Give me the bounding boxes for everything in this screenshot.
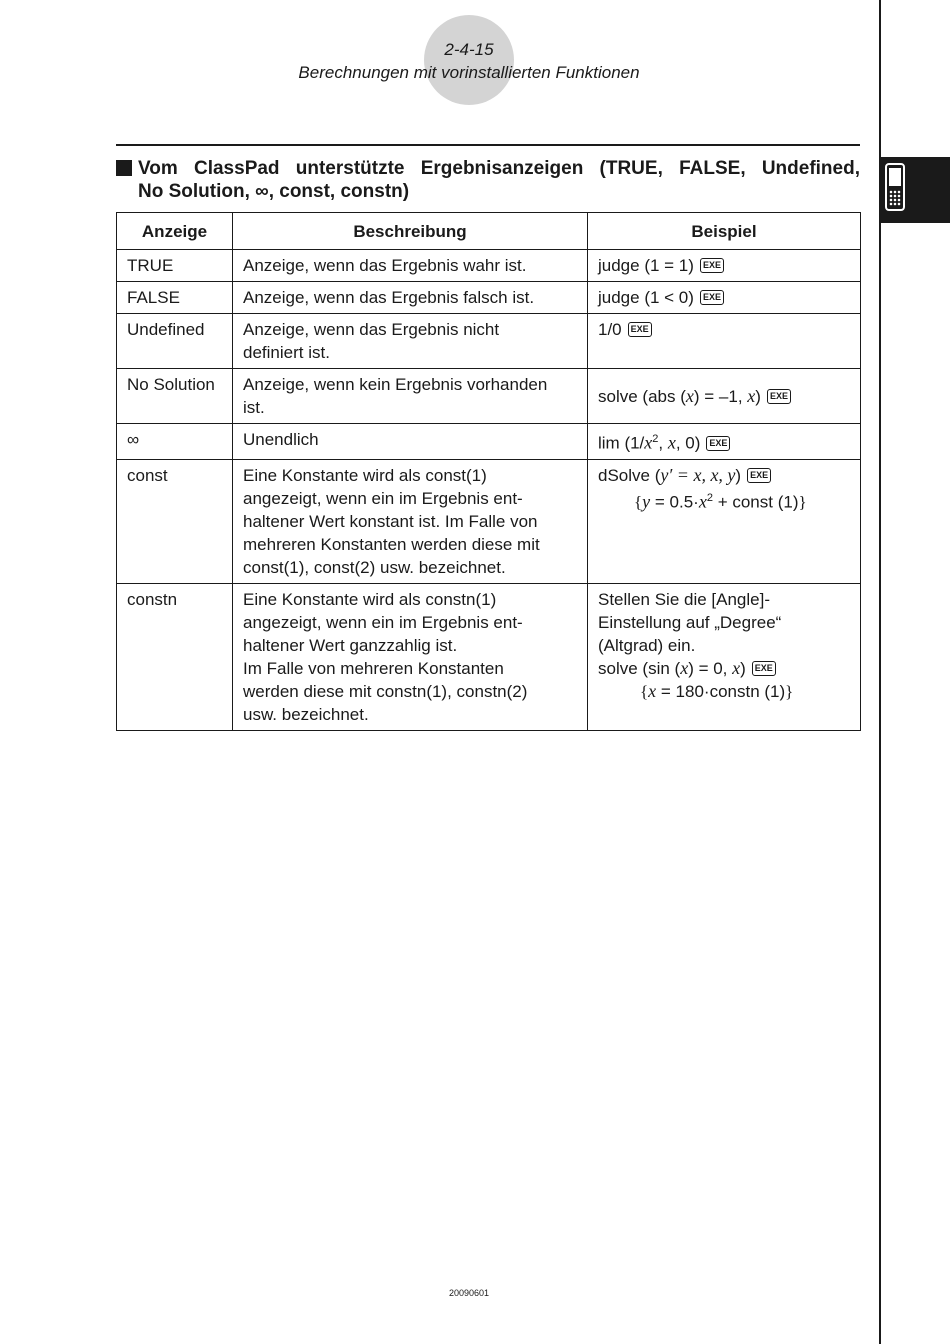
exe-key-icon: EXE	[752, 661, 776, 676]
display-cell: No Solution	[117, 369, 233, 424]
section-top-rule	[116, 144, 860, 146]
description-cell: Anzeige, wenn das Ergebnis nicht definiert ist.	[233, 314, 588, 369]
display-cell: FALSE	[117, 282, 233, 314]
description-cell: Anzeige, wenn das Ergebnis wahr ist.	[233, 250, 588, 282]
example-cell: $\lim (1/x^2$, x, 0) EXE	[588, 424, 861, 460]
column-header-example: Beispiel	[588, 213, 861, 250]
header-circle	[424, 15, 514, 105]
table-row	[117, 369, 861, 424]
exe-key-icon: EXE	[628, 322, 652, 337]
column-header-display: Anzeige	[117, 213, 233, 250]
square-bullet-icon	[116, 160, 132, 176]
chapter-title: Berechnungen mit vorinstallierten Funktionen	[298, 63, 640, 82]
section-heading-line-2: No Solution, ∞, const, constn)	[138, 181, 410, 202]
column-header-description: Beschreibung	[233, 213, 588, 250]
display-cell: const	[117, 460, 233, 584]
exe-key-icon: EXE	[700, 258, 724, 273]
table-header-row	[117, 213, 861, 250]
display-cell: constn	[117, 584, 233, 731]
example-cell: judge (1 = 1) EXE	[588, 250, 861, 282]
exe-key-icon: EXE	[747, 468, 771, 483]
display-cell: Undefined	[117, 314, 233, 369]
exe-key-icon: EXE	[700, 290, 724, 305]
table-row	[117, 314, 861, 369]
exe-key-icon: EXE	[706, 436, 730, 451]
description-cell: Unendlich	[233, 424, 588, 460]
example-cell: 1/0 EXE	[588, 314, 861, 369]
table-row	[117, 424, 861, 460]
example-cell: dSolve (y′ = x, x, y) EXE {$y = 0.5\cdot x^2$ + const (1)}	[588, 460, 861, 584]
display-cell: ∞	[117, 424, 233, 460]
table-row	[117, 250, 861, 282]
display-cell: TRUE	[117, 250, 233, 282]
description-cell: Eine Konstante wird als const(1) angezeigt, wenn ein im Ergebnis ent- haltener Wert konstant ist. Im Falle von mehreren Konstanten werden diese mit const(1), const(2) usw. bezeichnet.	[233, 460, 588, 584]
result-display-table	[116, 212, 861, 731]
table-row	[117, 460, 861, 584]
exe-key-icon: EXE	[767, 389, 791, 404]
calculator-device-icon	[885, 163, 905, 211]
table-row	[117, 282, 861, 314]
page-number: 2-4-15	[444, 40, 494, 59]
description-cell: Eine Konstante wird als constn(1) angezeigt, wenn ein im Ergebnis ent- haltener Wert ganzzahlig ist. Im Falle von mehreren Konstanten werden diese mit constn(1), constn(2) usw. bezeichnet.	[233, 584, 588, 731]
chapter-side-tab	[881, 157, 950, 223]
table-row	[117, 584, 861, 731]
example-cell: judge (1 < 0) EXE	[588, 282, 861, 314]
description-cell: Anzeige, wenn kein Ergebnis vorhanden ist.	[233, 369, 588, 424]
section-heading-line-1: Vom ClassPad unterstützte Ergebnisanzeigen (TRUE, FALSE, Undefined,	[138, 158, 860, 179]
example-cell: Stellen Sie die [Angle]- Einstellung auf „Degree“ (Altgrad) ein. solve (sin (x) = 0, x) EXE {x = 180·constn (1)}	[588, 584, 861, 731]
example-cell: solve (abs (x) = –1, x) EXE	[588, 369, 861, 424]
footer-code: 20090601	[448, 1288, 490, 1298]
description-cell: Anzeige, wenn das Ergebnis falsch ist.	[233, 282, 588, 314]
